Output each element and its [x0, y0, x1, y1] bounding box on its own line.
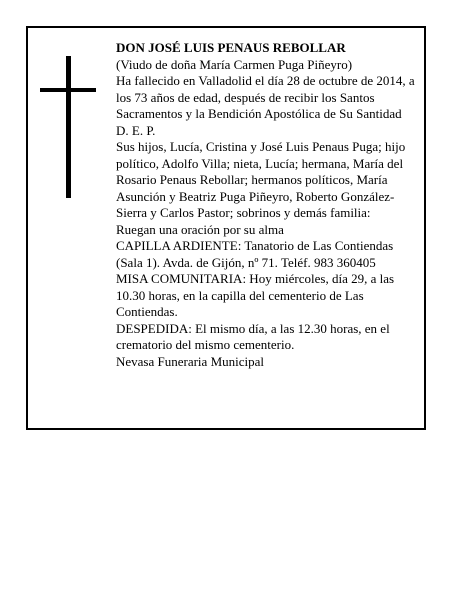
cross-horizontal-bar — [40, 88, 96, 92]
funeral-home: Nevasa Funeraria Municipal — [116, 353, 265, 369]
cross-icon — [40, 56, 96, 198]
chapel-info: CAPILLA ARDIENTE: Tanatorio de Las Contiendas (Sala 1). Avda. de Gijón, nº 71. Teléf. 983 360405 — [116, 238, 394, 270]
prayer-request: Ruegan una oración por su alma — [116, 221, 284, 237]
obituary-notice — [26, 26, 426, 430]
deceased-name: DON JOSÉ LUIS PENAUS REBOLLAR — [116, 40, 346, 55]
cross-vertical-bar — [66, 56, 71, 198]
farewell-info: DESPEDIDA: El mismo día, a las 12.30 horas, en el crematorio del mismo cementerio. — [116, 320, 390, 352]
death-announcement: Ha fallecido en Valladolid el día 28 de octubre de 2014, a los 73 años de edad, después de recibir los Santos Sacramentos y la Bendición Apostólica de Su Santidad — [116, 73, 415, 121]
rip-line: D. E. P. — [116, 122, 156, 138]
notice-text — [116, 40, 422, 370]
mass-info: MISA COMUNITARIA: Hoy miércoles, día 29, a las 10.30 horas, en la capilla del cementerio de Las Contiendas. — [116, 271, 395, 319]
widower-line: (Viudo de doña María Carmen Puga Piñeyro) — [116, 56, 353, 72]
family-list: Sus hijos, Lucía, Cristina y José Luis Penaus Puga; hijo político, Adolfo Villa; nieta, Lucía; hermana, María del Rosario Penaus Rebollar; hermanos políticos, María Asunción y Beatriz Puga Piñeyro, Roberto González-Sierra y Carlos Pastor; sobrinos y demás familia: — [116, 139, 406, 220]
